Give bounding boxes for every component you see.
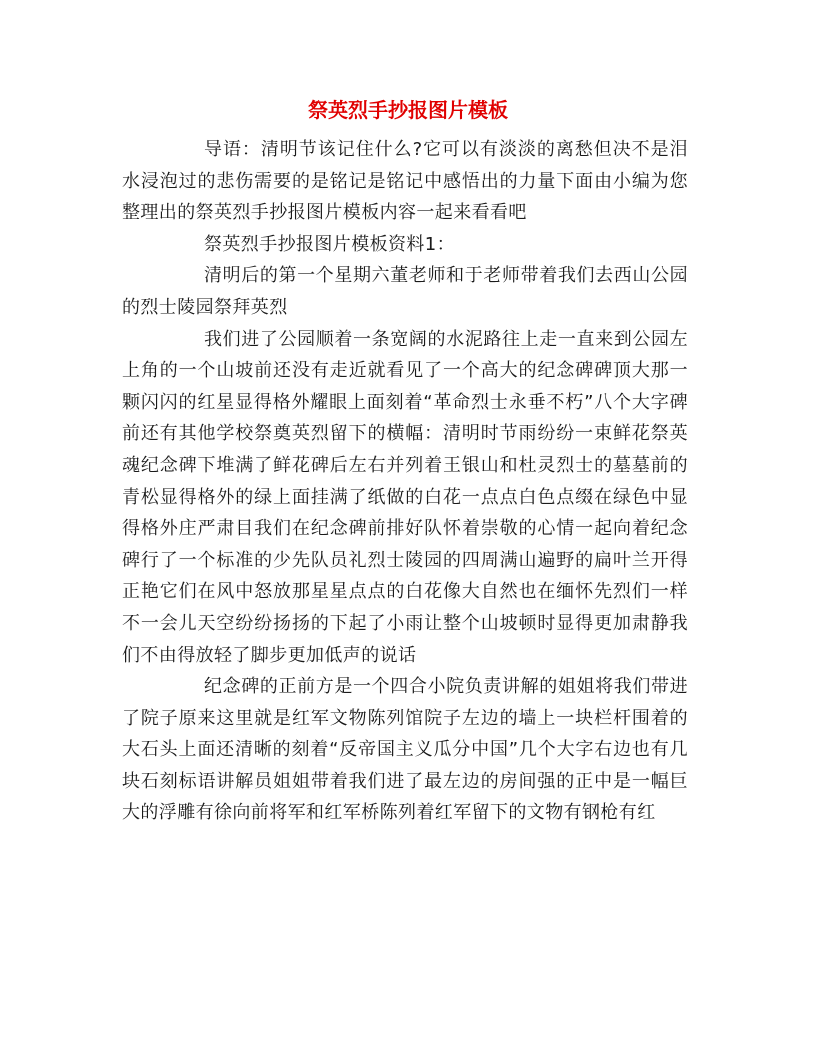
document-body xyxy=(122,134,688,829)
paragraph-3: 纪念碑的正前方是一个四合小院负责讲解的姐姐将我们带进了院子原来这里就是红军文物陈列馆院子左边的墙上一块栏杆围着的大石头上面还清晰的刻着“反帝国主义瓜分中国”几个大字右边也有几块石刻标语讲解员姐姐带着我们进了最左边的房间强的正中是一幅巨大的浮雕有徐向前将军和红军桥陈列着红军留下的文物有钢枪有红 xyxy=(122,676,688,824)
paragraph-2: 我们进了公园顺着一条宽阔的水泥路往上走一直来到公园左上角的一个山坡前还没有走近就看见了一个高大的纪念碑碑顶大那一颗闪闪的红星显得格外耀眼上面刻着“革命烈士永垂不朽”八个大字碑前还有其他学校祭奠英烈留下的横幅：清明时节雨纷纷一束鲜花祭英魂纪念碑下堆满了鲜花碑后左右并列着王银山和杜灵烈士的墓墓前的青松显得格外的绿上面挂满了纸做的白花一点点白色点缀在绿色中显得格外庄严肃目我们在纪念碑前排好队怀着崇敬的心情一起向着纪念碑行了一个标准的少先队员礼烈士陵园的四周满山遍野的扁叶兰开得正艳它们在风中怒放那星星点点的白花像大自然也在缅怀先烈们一样不一会儿天空纷纷扬扬的下起了小雨让整个山坡顿时显得更加肃静我们不由得放轻了脚步更加低声的说话 xyxy=(122,328,688,666)
paragraph-intro: 导语：清明节该记住什么?它可以有淡淡的离愁但决不是泪水浸泡过的悲伤需要的是铭记是铭记中感悟出的力量下面由小编为您整理出的祭英烈手抄报图片模板内容一起来看看吧 xyxy=(122,139,688,224)
paragraph-1: 清明后的第一个星期六董老师和于老师带着我们去西山公园的烈士陵园祭拜英烈 xyxy=(122,265,688,318)
document-title: 祭英烈手抄报图片模板 xyxy=(308,98,508,122)
paragraph-material-heading: 祭英烈手抄报图片模板资料1： xyxy=(204,233,456,255)
